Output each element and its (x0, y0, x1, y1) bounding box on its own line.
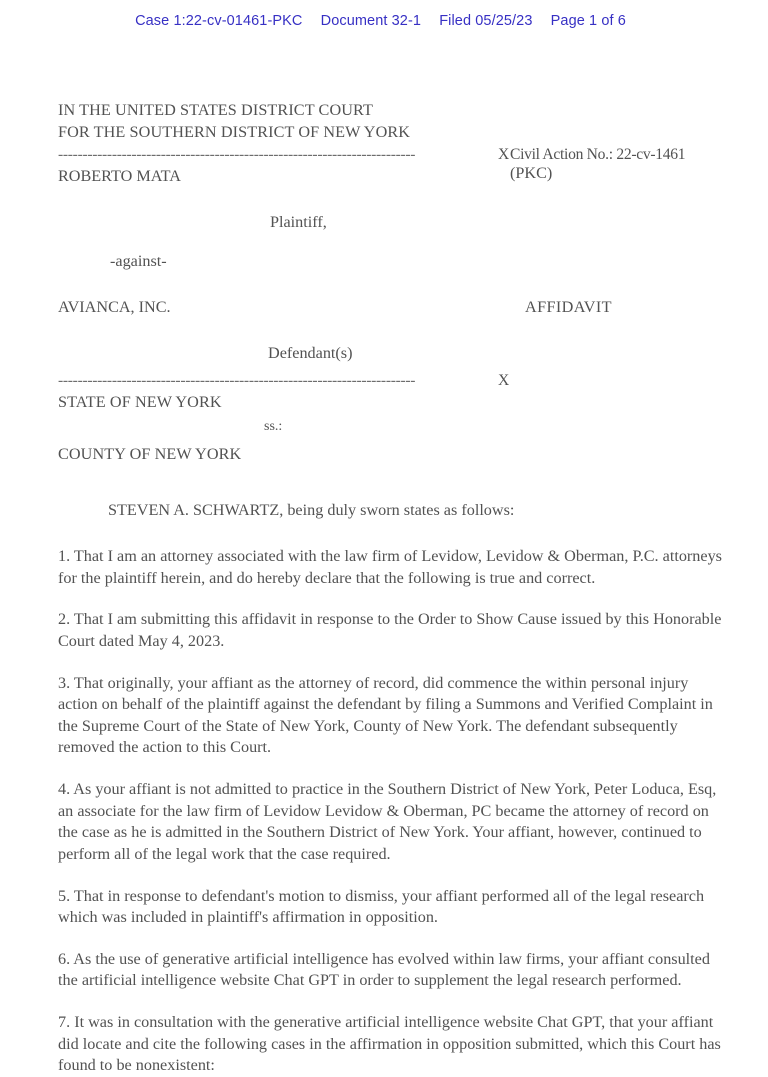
caption-rule-bottom (58, 371, 726, 392)
caption-dashes-top: ------------------------------------------------------------------------- (58, 146, 416, 164)
affidavit-paragraph-7: 7. It was in consultation with the generative artificial intelligence website Chat GPT, that your affiant did locate and cite the following cases in the affirmation in opposition submitted, which this Court has found to be nonexistent: (58, 1013, 721, 1075)
affidavit-paragraph-2: 2. That I am submitting this affidavit in response to the Order to Show Cause issued by this Honorable Court dated May 4, 2023. (58, 610, 722, 650)
against-label: -against- (110, 252, 167, 271)
plaintiff-label: Plaintiff, (270, 213, 327, 232)
affidavit-paragraph-1: 1. That I am an attorney associated with the law firm of Levidow, Levidow & Oberman, P.C. attorneys for the plaintiff herein, and do hereby declare that the following is true and correct. (58, 547, 722, 587)
civil-action-number: Civil Action No.: 22-cv-1461 (510, 146, 686, 164)
stamp-page-number: Page 1 of 6 (550, 13, 626, 29)
plaintiff-row (58, 166, 726, 192)
caption-x-bottom: X (498, 372, 509, 390)
affidavit-body (58, 100, 726, 1077)
defendant-row (58, 297, 726, 323)
affidavit-paragraph-6: 6. As the use of generative artificial intelligence has evolved within law firms, your affiant consulted the artificial intelligence website Chat GPT in order to supplement the legal research performed. (58, 949, 710, 990)
stamp-document-number: Document 32-1 (320, 13, 422, 29)
court-name-line-2: FOR THE SOUTHERN DISTRICT OF NEW YORK (58, 122, 411, 141)
stamp-case-number: Case 1:22-cv-01461-PKC (135, 13, 303, 29)
stamp-filed-date: Filed 05/25/23 (439, 13, 533, 29)
caption-rule-top (58, 145, 726, 166)
defendant-label: Defendant(s) (268, 344, 353, 363)
caption-x-top: X (498, 146, 509, 164)
ecf-header-stamp (0, 13, 768, 29)
court-name-line-1: IN THE UNITED STATES DISTRICT COURT (58, 101, 373, 119)
affidavit-paragraph-4: 4. As your affiant is not admitted to practice in the Southern District of New York, Peter Loduca, Esq, an associate for the law firm of Levidow Levidow & Oberman, PC became the attorney of record on the case as he is admitted in the Southern District of New York. Your affiant, however, continued to perform all of the legal work that the case required. (58, 780, 717, 863)
venue-state: STATE OF NEW YORK (58, 393, 222, 412)
document-title: AFFIDAVIT (525, 298, 612, 317)
plaintiff-name: ROBERTO MATA (58, 167, 181, 186)
venue-county: COUNTY OF NEW YORK (58, 445, 242, 464)
venue-ss: ss.: (264, 419, 283, 435)
affiant-intro-line: STEVEN A. SCHWARTZ, being duly sworn states as follows: (108, 501, 515, 520)
civil-action-judge-initials: (PKC) (510, 164, 553, 183)
affidavit-paragraph-3: 3. That originally, your affiant as the attorney of record, did commence the within personal injury action on behalf of the plaintiff against the defendant by filing a Summons and Verified Complaint in the Supreme Court of the State of New York, County of New York. The defendant subsequently removed the action to this Court. (58, 673, 713, 757)
defendant-name: AVIANCA, INC. (58, 298, 171, 317)
caption-dashes-bottom: ------------------------------------------------------------------------- (58, 372, 416, 390)
affidavit-paragraph-5: 5. That in response to defendant's motion to dismiss, your affiant performed all of the legal research which was included in plaintiff's affirmation in opposition. (58, 886, 705, 927)
